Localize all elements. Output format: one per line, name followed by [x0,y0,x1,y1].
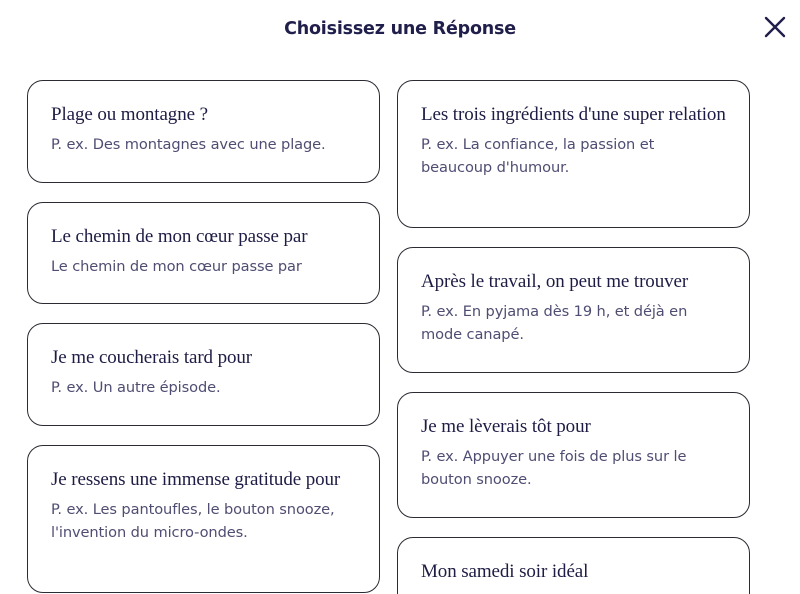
prompt-example: P. ex. En pyjama dès 19 h, et déjà en mode canapé. [421,303,688,343]
prompt-card-immense-gratitude[interactable] [27,445,380,593]
prompt-title: Je me lèverais tôt pour [421,416,591,437]
prompt-card-leverais-tot[interactable] [397,392,750,518]
prompt-title: Je ressens une immense gratitude pour [51,469,341,490]
prompt-title: Après le travail, on peut me trouver [421,271,689,292]
prompt-column-left [27,80,380,594]
prompt-title: Je me coucherais tard pour [51,347,253,368]
prompt-example: P. ex. Appuyer une fois de plus sur le bouton snooze. [421,448,687,488]
prompt-title: Le chemin de mon cœur passe par [51,226,308,247]
prompt-title: Plage ou montagne ? [51,104,208,125]
prompt-example: Le chemin de mon cœur passe par [51,258,302,275]
modal-header [0,0,800,60]
close-button[interactable] [762,14,788,40]
prompt-example: P. ex. Des montagnes avec une plage. [51,136,326,153]
prompt-title: Mon samedi soir idéal [421,561,589,582]
prompt-card-plage-ou-montagne[interactable] [27,80,380,183]
prompt-title: Les trois ingrédients d'une super relation [421,104,726,125]
prompt-card-coucherais-tard[interactable] [27,323,380,426]
prompt-column-right [397,80,750,594]
prompt-card-chemin-de-mon-coeur[interactable] [27,202,380,304]
page-title: Choisissez une Réponse [284,19,516,39]
prompt-card-samedi-soir-ideal[interactable] [397,537,750,594]
prompt-card-apres-le-travail[interactable] [397,247,750,373]
prompt-example: P. ex. Un autre épisode. [51,379,221,396]
prompt-example: P. ex. La confiance, la passion et beaucoup d'humour. [421,136,655,176]
prompt-example: P. ex. Les pantoufles, le bouton snooze, l'invention du micro-ondes. [51,501,335,541]
close-icon [764,16,786,38]
prompt-card-trois-ingredients[interactable] [397,80,750,228]
